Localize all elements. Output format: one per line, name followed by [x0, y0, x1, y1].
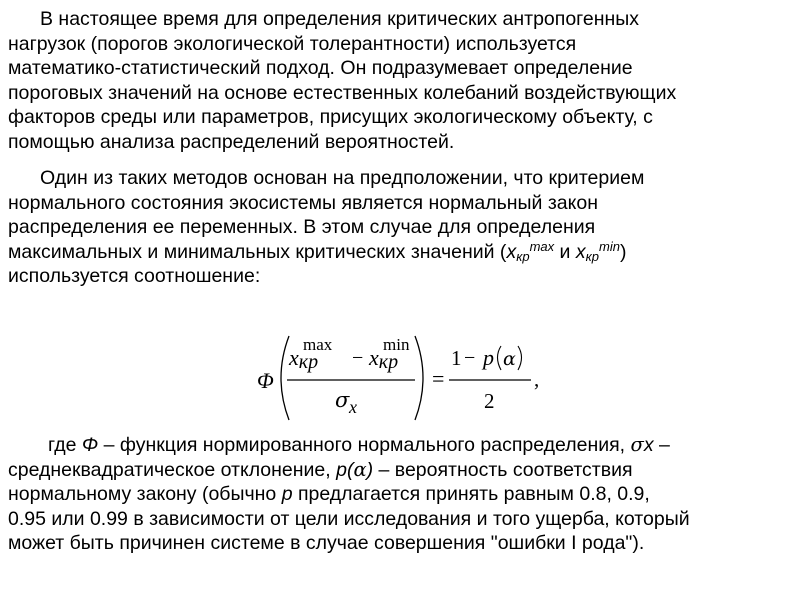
formula-p: p — [483, 345, 494, 370]
x-max-symbol: $x_{кр}^{max}$ — [506, 238, 555, 264]
text-line: помощью анализа распределений вероятностей. — [8, 130, 455, 153]
text-line: может быть причинен системе в случае совершения "ошибки I рода"). — [8, 532, 645, 555]
formula-equals: = — [432, 366, 445, 391]
formula-x-min: xкр — [369, 345, 399, 373]
formula-min-sup: min — [383, 335, 410, 354]
formula-left-paren — [281, 336, 289, 420]
formula-one: 1 — [451, 346, 462, 370]
sigma-symbol: σ — [630, 433, 644, 456]
formula-alpha: α — [503, 348, 516, 370]
text-line: пороговых значений на основе естественных колебаний воздействующих — [8, 81, 677, 104]
text-line: распределения ее переменных. В этом случае для определения — [8, 216, 596, 239]
alpha-symbol: α — [353, 457, 367, 481]
formula-two: 2 — [484, 389, 495, 413]
text-line: нагрузок (порогов экологической толерантности) используется — [8, 32, 577, 55]
formula-alpha-close — [518, 346, 522, 370]
text-line: В настоящее время для определения критических антропогенных — [40, 8, 640, 30]
formula-minus-2: − — [464, 347, 476, 369]
formula-minus: − — [352, 347, 364, 369]
text-line-critical-values: максимальных и минимальных критических значений ($x_{кр}^{max}$ и $x_{кр}^{min}$) — [8, 238, 627, 264]
formula-comma: , — [534, 367, 540, 391]
phi-symbol: Φ — [81, 434, 99, 456]
formula-sigma-sub: x — [349, 397, 357, 417]
formula-x-max: xкр — [289, 345, 319, 373]
formula-sigma: σ — [335, 388, 350, 412]
text-line: нормального состояния экосистемы является нормальный закон — [8, 191, 598, 214]
text-line: Один из таких методов основан на предположении, что критерием — [40, 167, 645, 189]
x-min-symbol: $x_{кр}^{min}$ — [575, 238, 620, 264]
text-line: используется соотношение: — [8, 265, 261, 288]
p-symbol: р — [336, 458, 347, 481]
text-line-phi-definition: где Φ – функция нормированного нормального распределения, σx – — [48, 433, 670, 456]
paragraph-definitions — [8, 433, 793, 556]
formula — [255, 332, 555, 424]
paragraph-method — [8, 166, 793, 289]
formula-phi: Φ — [257, 368, 274, 393]
formula-right-paren — [415, 336, 423, 420]
text-line-p-definition: среднеквадратическое отклонение, р(α) – вероятность соответствия — [8, 457, 633, 481]
text-line: 0.95 или 0.99 в зависимости от цели исследования и того ущерба, который — [8, 507, 690, 530]
text-line: математико-статистический подход. Он подразумевает определение — [8, 57, 633, 80]
text-line: факторов среды или параметров, присущих экологическому объекту, с — [8, 106, 653, 129]
paragraph-intro — [8, 7, 793, 155]
formula-alpha-open — [498, 346, 502, 370]
formula-max-sup: max — [303, 335, 333, 354]
text-line: нормальному закону (обычно р предлагается принять равным 0.8, 0.9, — [8, 483, 650, 506]
